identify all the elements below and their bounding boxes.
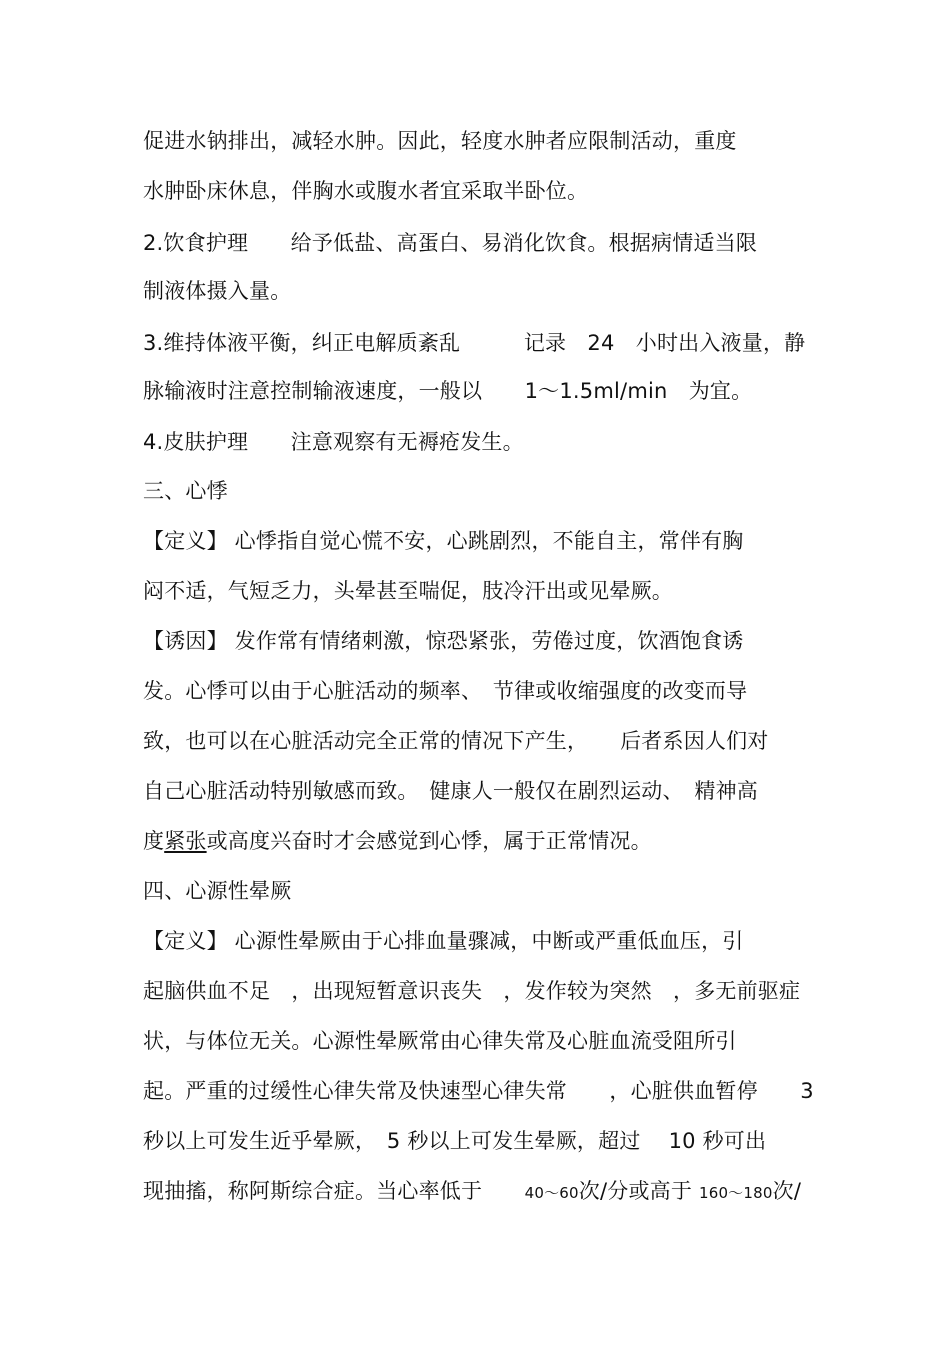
number-span: 160～180 — [698, 1184, 773, 1202]
text-line — [143, 826, 652, 856]
text-line — [143, 1176, 801, 1208]
text-line: 制液体摄入量。 — [143, 279, 292, 303]
section-heading: 三、心悸 — [143, 479, 228, 503]
text-line: 闷不适，气短乏力，头晕甚至喘促，肢冷汗出或见晕厥。 — [143, 579, 673, 603]
text-line: 致，也可以在心脏活动完全正常的情况下产生， 后者系因人们对 — [143, 729, 769, 753]
text-line: 起。严重的过缓性心律失常及快速型心律失常 ，心脏供血暂停 3 — [143, 1079, 814, 1103]
text-line: 脉输液时注意控制输液速度，一般以 1～1.5ml/min 为宜。 — [143, 379, 753, 403]
text-line: 2.饮食护理 给予低盐、高蛋白、易消化饮食。根据病情适当限 — [143, 231, 758, 255]
text-span: 现抽搐，称阿斯综合症。当心率低于 — [143, 1179, 525, 1203]
text-span: 或高度兴奋时才会感觉到心悸，属于正常情况。 — [206, 829, 652, 853]
number-span: 40～60 — [524, 1184, 579, 1202]
text-line: 【定义】 心悸指自觉心慌不安，心跳剧烈，不能自主，常伴有胸 — [143, 529, 744, 553]
text-span: 次/分或高于 — [578, 1179, 699, 1203]
text-line: 秒以上可发生近乎晕厥， 5 秒以上可发生晕厥，超过 10 秒可出 — [143, 1129, 767, 1153]
text-line: 状，与体位无关。心源性晕厥常由心律失常及心脏血流受阻所引 — [143, 1029, 737, 1053]
text-line: 【诱因】 发作常有情绪刺激，惊恐紧张，劳倦过度，饮酒饱食诱 — [143, 629, 744, 653]
text-span: 度 — [143, 829, 165, 853]
text-line: 自己心脏活动特别敏感而致。 健康人一般仅在剧烈运动、 精神高 — [143, 779, 758, 803]
text-line: 【定义】 心源性晕厥由于心排血量骤减，中断或严重低血压，引 — [143, 929, 744, 953]
text-line: 4.皮肤护理 注意观察有无褥疮发生。 — [143, 430, 524, 454]
text-line: 3.维持体液平衡，纠正电解质紊乱 记录 24 小时出入液量，静 — [143, 331, 806, 355]
text-line: 起脑供血不足 ，出现短暂意识丧失 ，发作较为突然 ，多无前驱症 — [143, 979, 801, 1003]
underlined-text: 紧张 — [164, 829, 207, 853]
text-span: 次/ — [772, 1179, 802, 1203]
text-line: 水肿卧床休息，伴胸水或腹水者宜采取半卧位。 — [143, 179, 589, 203]
section-heading: 四、心源性晕厥 — [143, 879, 292, 903]
text-line: 促进水钠排出，减轻水肿。因此，轻度水肿者应限制活动，重度 — [143, 129, 737, 153]
text-line: 发。心悸可以由于心脏活动的频率、 节律或收缩强度的改变而导 — [143, 679, 748, 703]
